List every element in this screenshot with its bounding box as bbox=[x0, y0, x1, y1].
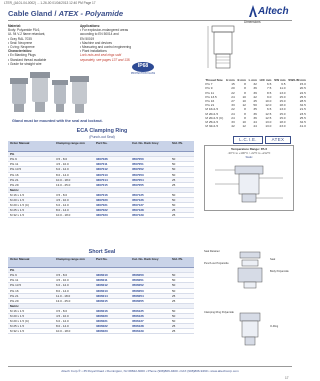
eca-cell: 3507125 bbox=[130, 192, 170, 197]
dimensions-cell: 15 bbox=[231, 82, 235, 87]
short-seal-cell: PG 11 bbox=[8, 278, 54, 283]
dimensions-header-cell: H mm bbox=[226, 78, 235, 83]
gland-dimension-drawing bbox=[204, 22, 242, 74]
short-seal-group-label: Metric bbox=[8, 303, 194, 308]
dimensions-header-cell: SW mm bbox=[274, 78, 286, 83]
short-seal-cell: 3306020 bbox=[94, 314, 130, 319]
title-main: Cable Gland / bbox=[8, 9, 57, 18]
short-seal-cell: 50 bbox=[170, 308, 194, 313]
page-title bbox=[8, 9, 123, 18]
short-seal-side-icon bbox=[230, 309, 270, 349]
dimensions-cell: M 25x1.5 bbox=[205, 119, 219, 124]
eca-cell: 3307012 bbox=[94, 167, 130, 172]
short-seal-cell: 3506054 bbox=[130, 293, 170, 298]
dimensions-cell: 22.5 bbox=[299, 90, 306, 95]
short-seal-cell: 3306021 bbox=[94, 319, 130, 324]
gland-4-icon bbox=[70, 76, 89, 113]
dimensions-header-cell: Thread Size bbox=[205, 78, 223, 83]
short-seal-cell: 10.0 - 18.0 bbox=[54, 329, 94, 334]
dimensions-cell: 39 bbox=[253, 90, 257, 95]
eca-cell: PG 21 bbox=[8, 177, 54, 182]
eca-cell: 8.0 - 14.0 bbox=[54, 172, 94, 177]
short-seal-cell: 50 bbox=[170, 319, 194, 324]
dimensions-cell: 24 bbox=[231, 111, 235, 116]
material-heading: Material: bbox=[8, 24, 22, 28]
dimensions-cell: 28.5 bbox=[299, 99, 306, 104]
dimensions-cell: 22 bbox=[231, 107, 235, 112]
dimensions-cell: 12.5 bbox=[265, 115, 272, 120]
ip68-caption: PROTECTION CLASS bbox=[130, 72, 156, 75]
eca-group-label: PG bbox=[8, 152, 194, 157]
dimensions-cell: 22 bbox=[231, 90, 235, 95]
applications-block bbox=[80, 24, 156, 62]
temperature-title: Temperature Range: PA 6 bbox=[230, 147, 268, 151]
dimensions-cell: 36 bbox=[253, 115, 257, 120]
dimensions-cell: 10 bbox=[242, 99, 246, 104]
material-line: • Gray RAL 7035 bbox=[8, 36, 32, 41]
short-seal-cell: 3506129 bbox=[130, 329, 170, 334]
short-seal-cell: 6.0 - 12.0 bbox=[54, 283, 94, 288]
eca-cell: 3507126 bbox=[130, 198, 170, 203]
temperature-box bbox=[204, 145, 294, 211]
eca-cell: PG 16 bbox=[8, 172, 54, 177]
short-seal-cell: 25 bbox=[170, 324, 194, 329]
characteristics-line: • Grade for straight wire bbox=[8, 61, 42, 66]
dimensions-row bbox=[204, 124, 307, 128]
label-seal-retainer: Seal Retainer bbox=[204, 250, 220, 253]
short-seal-cell: PG 21 bbox=[8, 293, 54, 298]
title-sub: ATEX - Polyamide bbox=[58, 9, 124, 18]
dimensions-cell: 11.0 bbox=[279, 86, 286, 91]
dimensions-cell: 18.0 bbox=[279, 103, 286, 108]
label-o-ring: O-Ring bbox=[270, 325, 279, 328]
temperature-diagram bbox=[211, 160, 287, 206]
short-seal-cell: M 32 x 1.5 bbox=[8, 329, 54, 334]
short-seal-cell: 3506128 bbox=[130, 324, 170, 329]
dimensions-title: Dimensions bbox=[244, 20, 261, 24]
dimensions-cell: 15.0 bbox=[279, 115, 286, 120]
short-seal-header-cell: Order Manual bbox=[8, 257, 54, 268]
short-seal-cell: 8.0 - 14.0 bbox=[54, 324, 94, 329]
dimensions-cell: 36 bbox=[253, 111, 257, 116]
dimensions-cell: 7.5 bbox=[267, 86, 272, 91]
note-line: Lock nuts and seal rings sold bbox=[80, 53, 122, 58]
eca-cell: 3507053 bbox=[130, 172, 170, 177]
dimensions-cell: PG 13.5 bbox=[205, 94, 217, 99]
dimensions-cell: 15.0 bbox=[299, 82, 306, 87]
eca-cell: 3507129 bbox=[130, 213, 170, 218]
dimensions-cell: M 16x1.5 bbox=[205, 107, 219, 112]
dimensions-cell: 10 bbox=[242, 119, 246, 124]
eca-cell: M 20 x 1.5 (C) bbox=[8, 203, 54, 208]
dimensions-cell: PG 7 bbox=[205, 82, 213, 87]
dimensions-cell: 13.0 bbox=[279, 107, 286, 112]
dimensions-cell: 10.0 bbox=[265, 99, 272, 104]
eca-cell: 3307021 bbox=[94, 203, 130, 208]
label-clamping-ring: Clamping Ring Polyamide bbox=[204, 311, 234, 314]
dimensions-cell: 8 bbox=[244, 90, 246, 95]
eca-title: ECA Clamping Ring bbox=[76, 128, 128, 134]
dimensions-cell: 8 bbox=[244, 82, 246, 87]
note-line: separately, see pages 137 and 138. bbox=[80, 57, 131, 62]
logo-text: Altech bbox=[258, 6, 289, 17]
eca-header-cell: Cat. No. Dark Grey bbox=[130, 141, 170, 152]
applications-line: • For explosion-endangered areas bbox=[80, 28, 129, 33]
eca-cell: PG 13.5 bbox=[8, 167, 54, 172]
short-seal-cell: 3506051 bbox=[130, 278, 170, 283]
dimensions-cell: 45 bbox=[253, 99, 257, 104]
short-seal-cell: PG 13.5 bbox=[8, 283, 54, 288]
short-seal-cell: 6.0 - 12.0 bbox=[54, 319, 94, 324]
dimensions-cell: 32.5 bbox=[299, 119, 306, 124]
lcie-badge: L.C.I.E. bbox=[233, 136, 263, 144]
eca-cell: 8.0 - 14.0 bbox=[54, 208, 94, 213]
dimensions-cell: 15.0 bbox=[279, 111, 286, 116]
eca-cell: 6.0 - 12.0 bbox=[54, 203, 94, 208]
applications-heading: Applications: bbox=[80, 24, 101, 28]
short-seal-cell: 50 bbox=[170, 283, 194, 288]
label-punch-out: Punch-out Polyamide bbox=[204, 262, 229, 265]
eca-cell: 3.5 - 8.0 bbox=[54, 157, 94, 162]
short-seal-cell: PG 9 bbox=[8, 273, 54, 278]
short-seal-cell: 3.5 - 8.0 bbox=[54, 273, 94, 278]
applications-line: • Plant installations bbox=[80, 49, 107, 54]
eca-cell: M 20 x 1.5 bbox=[8, 198, 54, 203]
dimensions-cell: 32.5 bbox=[299, 103, 306, 108]
dimensions-cell: 23.0 bbox=[279, 124, 286, 129]
dimensions-cell: 18.0 bbox=[279, 119, 286, 124]
eca-cell: 6.0 - 12.0 bbox=[54, 167, 94, 172]
material-block bbox=[8, 24, 68, 66]
short-seal-cell: 25 bbox=[170, 293, 194, 298]
dimensions-cell: 8 bbox=[244, 111, 246, 116]
eca-cell: 10.0 - 18.0 bbox=[54, 213, 94, 218]
short-seal-header-cell: Clamping range mm bbox=[54, 257, 94, 268]
short-seal-cell: 3306013 bbox=[94, 288, 130, 293]
applications-line: EN 50019 bbox=[80, 36, 95, 41]
dimensions-cell: 20.5 bbox=[299, 86, 306, 91]
short-seal-cell: 11.0 - 18.0 bbox=[54, 293, 94, 298]
dimensions-cell: 6.5 bbox=[281, 82, 286, 87]
eca-cell: 3307022 bbox=[94, 208, 130, 213]
altech-logo-mark-icon bbox=[248, 4, 258, 18]
short-seal-cell: 3306016 bbox=[94, 308, 130, 313]
short-seal-header-cell: Std. Pk. bbox=[170, 257, 194, 268]
short-seal-diagram bbox=[204, 246, 292, 294]
material-line: • Seal: Neoprene bbox=[8, 40, 33, 45]
eca-cell: 4.5 - 10.0 bbox=[54, 198, 94, 203]
eca-cell: 3507127 bbox=[130, 203, 170, 208]
short-seal-cell: 50 bbox=[170, 314, 194, 319]
gland-1-icon bbox=[10, 78, 28, 112]
temperature-range: -30°C to +100°C / -22°F to +212°F bbox=[227, 151, 271, 155]
dimensions-cell: PG 16 bbox=[205, 99, 215, 104]
label-body: Body Polyamide bbox=[270, 270, 289, 273]
eca-cell: PG 11 bbox=[8, 162, 54, 167]
short-seal-cell: PG 16 bbox=[8, 288, 54, 293]
short-seal-cell: 3306023 bbox=[94, 329, 130, 334]
short-seal-cell: 50 bbox=[170, 278, 194, 283]
short-seal-cell: 3306010 bbox=[94, 273, 130, 278]
dimensions-cell: 44 bbox=[253, 124, 257, 129]
characteristics-line: • Standard thread available bbox=[8, 57, 47, 62]
short-seal-header-cell: Part No. bbox=[94, 257, 130, 268]
dimensions-table bbox=[204, 78, 307, 128]
eca-cell: 3507055 bbox=[130, 182, 170, 187]
short-seal-cell: 3506052 bbox=[130, 283, 170, 288]
short-seal-cell: 3.5 - 8.0 bbox=[54, 308, 94, 313]
footer-address: Altech Corp.® • 35 Royal Road • Flemington, NJ 08822-6000 • Phone (908)806-9400 • FAX (908)806-9490 • www.altechcorp.com bbox=[61, 369, 239, 373]
short-seal-table bbox=[8, 257, 194, 334]
dimensions-cell: 50 bbox=[253, 103, 257, 108]
short-seal-cell: M 20 x 1.5 (C) bbox=[8, 319, 54, 324]
short-seal-cell: 4.5 - 10.0 bbox=[54, 278, 94, 283]
eca-cell: 3307020 bbox=[94, 198, 130, 203]
dimensions-header-cell: L mm bbox=[248, 78, 257, 83]
short-seal-cell: 3506055 bbox=[130, 298, 170, 303]
dimensions-cell: PG 11 bbox=[205, 90, 214, 95]
dimensions-cell: 27 bbox=[231, 99, 235, 104]
short-seal-cell: 3306011 bbox=[94, 278, 130, 283]
eca-row bbox=[8, 213, 194, 218]
ip68-badge bbox=[132, 62, 154, 76]
dimensions-cell: 6.5 bbox=[267, 82, 272, 87]
dimensions-cell: 36 bbox=[253, 86, 257, 91]
dimensions-cell: 44 bbox=[253, 119, 257, 124]
material-line: • O-ring: Neoprene bbox=[8, 45, 35, 50]
eca-group-label: Metric bbox=[8, 187, 194, 192]
eca-cell: 3307015 bbox=[94, 182, 130, 187]
eca-cell: 3507054 bbox=[130, 177, 170, 182]
applications-line: according to EN 50014 and bbox=[80, 32, 119, 37]
dimensions-cell: M 20x1.5 bbox=[205, 111, 219, 116]
eca-cell: 50 bbox=[170, 172, 194, 177]
eca-table bbox=[8, 141, 194, 218]
dimensions-cell: 13.0 bbox=[279, 90, 286, 95]
eca-header-cell: Std. Pk. bbox=[170, 141, 194, 152]
material-line: Body: Polyamide PA 6, bbox=[8, 28, 41, 33]
short-seal-cell: 3506125 bbox=[130, 308, 170, 313]
eca-cell: PG 9 bbox=[8, 157, 54, 162]
eca-cell: 50 bbox=[170, 192, 194, 197]
dimensions-cell: 13.0 bbox=[265, 124, 272, 129]
eca-header-cell: Clamping range mm bbox=[54, 141, 94, 152]
dimensions-header-cell: E mm bbox=[237, 78, 246, 83]
dimensions-cell: 35 bbox=[253, 107, 257, 112]
eca-cell: M 25 x 1.5 bbox=[8, 208, 54, 213]
dimensions-cell: 32 bbox=[253, 82, 257, 87]
short-seal-cell: 3506050 bbox=[130, 273, 170, 278]
short-seal-cell: 13.0 - 25.0 bbox=[54, 298, 94, 303]
short-seal-cell: M 16 x 1.5 bbox=[8, 308, 54, 313]
dimensions-cell: 12.5 bbox=[265, 111, 272, 116]
ip68-text: IP68 bbox=[137, 63, 149, 69]
dimensions-cell: 13.0 bbox=[265, 119, 272, 124]
dimensions-cell: 20 bbox=[231, 86, 235, 91]
dimensions-cell: 10 bbox=[242, 94, 246, 99]
characteristics-heading: Characteristics: bbox=[8, 49, 33, 54]
dimensions-cell: 8 bbox=[244, 86, 246, 91]
dimensions-cell: 21.5 bbox=[299, 107, 306, 112]
dimensions-cell: 6.5 bbox=[267, 107, 272, 112]
gland-3-icon bbox=[52, 80, 68, 112]
dimensions-cell: 23.5 bbox=[299, 111, 306, 116]
dimensions-cell: 9.0 bbox=[267, 94, 272, 99]
dimensions-cell: 12 bbox=[242, 103, 246, 108]
short-seal-cell: 3306022 bbox=[94, 324, 130, 329]
eca-cell: 3307011 bbox=[94, 162, 130, 167]
dimensions-cell: 8 bbox=[244, 115, 246, 120]
short-seal-cell: 3506053 bbox=[130, 288, 170, 293]
gland-2-icon bbox=[30, 72, 50, 112]
eca-cell: 25 bbox=[170, 208, 194, 213]
dimensions-cell: 42 bbox=[253, 94, 257, 99]
material-line: UL 94 V-2 flame retardant, bbox=[8, 32, 46, 37]
eca-cell: PG 29 bbox=[8, 182, 54, 187]
dimensions-cell: 15.0 bbox=[279, 99, 286, 104]
eca-cell: 3507051 bbox=[130, 162, 170, 167]
footer-divider bbox=[8, 366, 292, 367]
dimensions-cell: PG 21 bbox=[205, 103, 215, 108]
short-seal-group-label: PG bbox=[8, 268, 194, 273]
short-seal-cell: 3506127 bbox=[130, 319, 170, 324]
dimensions-cell: PG 9 bbox=[205, 86, 213, 91]
dimensions-cell: 42 bbox=[231, 124, 235, 129]
applications-line: • Machine and devices bbox=[80, 40, 112, 45]
eca-cell: 10.0 - 18.0 bbox=[54, 177, 94, 182]
eca-subtitle: (Punch-out Seal) bbox=[89, 135, 115, 139]
dimensions-cell: 24 bbox=[231, 94, 235, 99]
applications-line: • Measuring and control engineering bbox=[80, 45, 132, 50]
dimensions-cell: 12 bbox=[242, 124, 246, 129]
short-seal-header-cell: Cat. No. Dark Grey bbox=[130, 257, 170, 268]
short-seal-cell: 3306014 bbox=[94, 293, 130, 298]
characteristics-line: • Ex Blanking Plugs bbox=[8, 53, 36, 58]
eca-cell: 3307016 bbox=[94, 192, 130, 197]
short-seal-cell: M 20 x 1.5 bbox=[8, 314, 54, 319]
dimensions-cell: 33 bbox=[231, 103, 235, 108]
dimensions-cell: 25.5 bbox=[299, 94, 306, 99]
short-seal-cell: 50 bbox=[170, 273, 194, 278]
eca-cell: 50 bbox=[170, 198, 194, 203]
eca-cell: 25 bbox=[170, 213, 194, 218]
short-seal-cell: 25 bbox=[170, 298, 194, 303]
eca-cell: 3507128 bbox=[130, 208, 170, 213]
eca-header-cell: Part No. bbox=[94, 141, 130, 152]
page-number: 17 bbox=[285, 376, 289, 380]
eca-cell: 3507050 bbox=[130, 157, 170, 162]
temperature-static-label: Static bbox=[245, 155, 253, 159]
dimensions-cell: 8 bbox=[244, 107, 246, 112]
short-seal-cell: M 25 x 1.5 bbox=[8, 324, 54, 329]
eca-cell: 50 bbox=[170, 167, 194, 172]
eca-cell: 50 bbox=[170, 203, 194, 208]
dimensions-cell: M 20x1.5 (C) bbox=[205, 115, 224, 120]
dimensions-cell: 24 bbox=[231, 115, 235, 120]
eca-cell: 50 bbox=[170, 157, 194, 162]
eca-header-cell: Order Manual bbox=[8, 141, 54, 152]
dimensions-cell: 41.0 bbox=[299, 124, 306, 129]
short-seal-cell: 50 bbox=[170, 288, 194, 293]
dimensions-cell: M 32x1.5 bbox=[205, 124, 219, 129]
altech-logo bbox=[248, 4, 292, 20]
eca-cell: M 16 x 1.5 bbox=[8, 192, 54, 197]
eca-cell: M 32 x 1.5 bbox=[8, 213, 54, 218]
short-seal-cell: 3306015 bbox=[94, 298, 130, 303]
short-seal-title: Short Seal bbox=[88, 249, 116, 255]
dimensions-header-cell: H/C mm bbox=[259, 78, 272, 83]
photo-caption: Gland must be mounted with the seal and locknut. bbox=[12, 119, 103, 123]
eca-cell: 4.5 - 10.0 bbox=[54, 162, 94, 167]
dimensions-cell: 15.0 bbox=[279, 94, 286, 99]
eca-cell: 25 bbox=[170, 182, 194, 187]
eca-cell: 3307014 bbox=[94, 177, 130, 182]
short-seal-cell: 25 bbox=[170, 329, 194, 334]
file-info-line: LTER_(A101-04-0002) ... 1-26-00 01/04/2013 12:40 PM Page 17 bbox=[4, 1, 96, 5]
atex-badge: ATEX bbox=[265, 136, 291, 144]
dimensions-cell: 8.5 bbox=[267, 90, 272, 95]
short-seal-side-diagram bbox=[204, 305, 292, 353]
eca-cell: 13.0 - 25.0 bbox=[54, 182, 94, 187]
eca-cell: 3307036 bbox=[94, 157, 130, 162]
short-seal-row bbox=[8, 329, 194, 334]
dimensions-cell: 25.5 bbox=[299, 115, 306, 120]
eca-cell: 3.5 - 8.0 bbox=[54, 192, 94, 197]
eca-cell: 25 bbox=[170, 177, 194, 182]
short-seal-cell: 4.5 - 10.0 bbox=[54, 314, 94, 319]
short-seal-cell: 8.0 - 14.0 bbox=[54, 288, 94, 293]
short-seal-exploded-icon bbox=[230, 250, 270, 290]
dimensions-header-cell: SW/L/M mm bbox=[288, 78, 306, 83]
eca-cell: 3307023 bbox=[94, 213, 130, 218]
eca-cell: 3307013 bbox=[94, 172, 130, 177]
dimensions-cell: 12.0 bbox=[265, 103, 272, 108]
label-seal: Seal bbox=[270, 258, 276, 261]
short-seal-cell: 3506126 bbox=[130, 314, 170, 319]
eca-cell: 50 bbox=[170, 162, 194, 167]
short-seal-cell: PG 29 bbox=[8, 298, 54, 303]
dimensions-cell: 33 bbox=[231, 119, 235, 124]
eca-cell: 3507052 bbox=[130, 167, 170, 172]
short-seal-cell: 3306012 bbox=[94, 283, 130, 288]
